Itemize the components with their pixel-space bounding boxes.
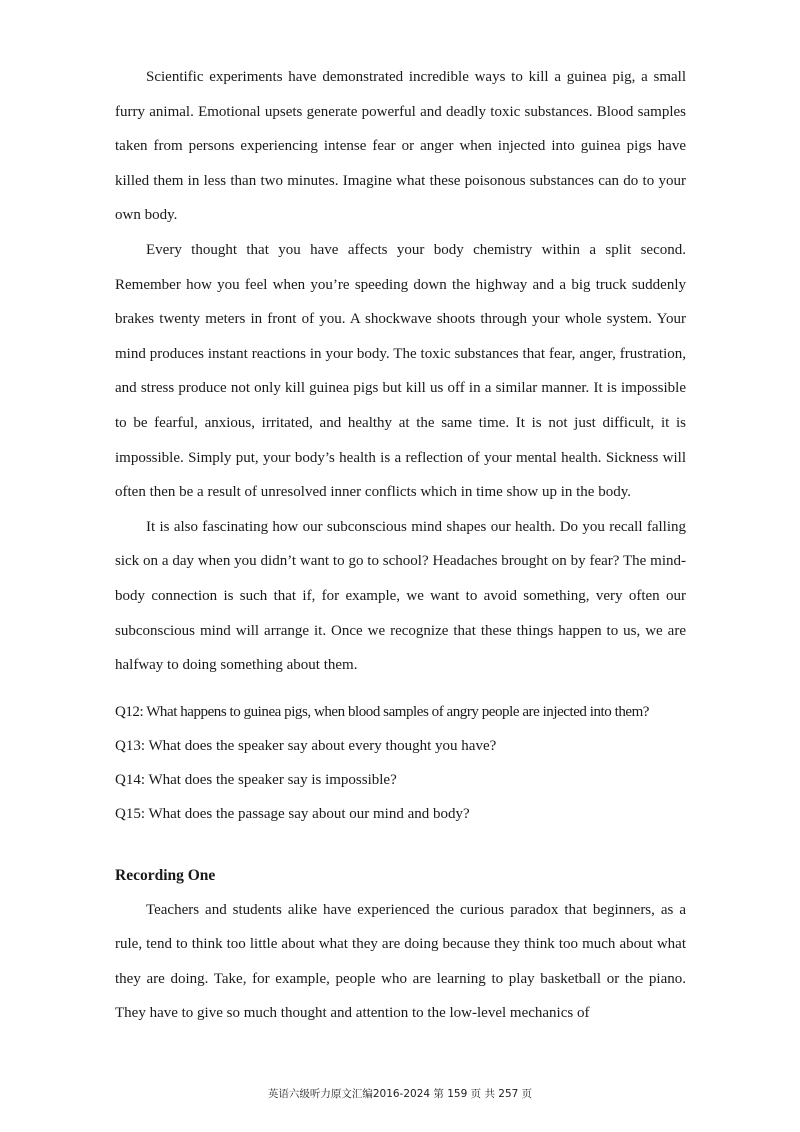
- paragraph-3: It is also fascinating how our subconscious mind shapes our health. Do you recall falling sick on a day when you didn’t want to go to school? Headaches brought on by fear? The mind-body connection is such that if, for example, we want to avoid something, very often our subconscious mind will arrange it. Once we recognize that these things happen to us, we are halfway to doing something about them.: [115, 518, 686, 674]
- question-q14: Q14: What does the speaker say is impossible?: [115, 772, 397, 789]
- question-q13: Q13: What does the speaker say about every thought you have?: [115, 737, 497, 754]
- section-title: Recording One: [115, 866, 216, 884]
- question-list: [115, 695, 686, 832]
- document-page: [115, 60, 686, 1031]
- paragraph-2: Every thought that you have affects your body chemistry within a split second. Remember how you feel when you’re speeding down the highway and a big truck suddenly brakes twenty meters in front of you. A shockwave shoots through your whole system. Your mind produces instant reactions in your body. The toxic substances that fear, anger, frustration, and stress produce not only kill guinea pigs but kill us off in a similar manner. It is impossible to be fearful, anxious, irritated, and healthy at the same time. It is not just difficult, it is impossible. Simply put, your body’s health is a reflection of your mental health. Sickness will often then be a result of unresolved inner conflicts which in time show up in the body.: [115, 241, 686, 501]
- question-q12: Q12: What happens to guinea pigs, when blood samples of angry people are injected into them?: [115, 703, 650, 720]
- paragraph-1: Scientific experiments have demonstrated incredible ways to kill a guinea pig, a small furry animal. Emotional upsets generate powerful and deadly toxic substances. Blood samples taken from persons experiencing intense fear or anger when injected into guinea pigs have killed them in less than two minutes. Imagine what these poisonous substances can do to your own body.: [115, 69, 686, 224]
- page-footer: 英语六级听力原文汇编2016-2024 第 159 页 共 257 页: [267, 1088, 533, 1100]
- question-q15: Q15: What does the passage say about our mind and body?: [115, 806, 470, 823]
- section-paragraph: Teachers and students alike have experienced the curious paradox that beginners, as a rule, tend to think too little about what they are doing because they think too much about what they are doing. Take, for example, people who are learning to play basketball or the piano. They have to give so much thought and attention to the low-level mechanics of: [115, 901, 686, 1022]
